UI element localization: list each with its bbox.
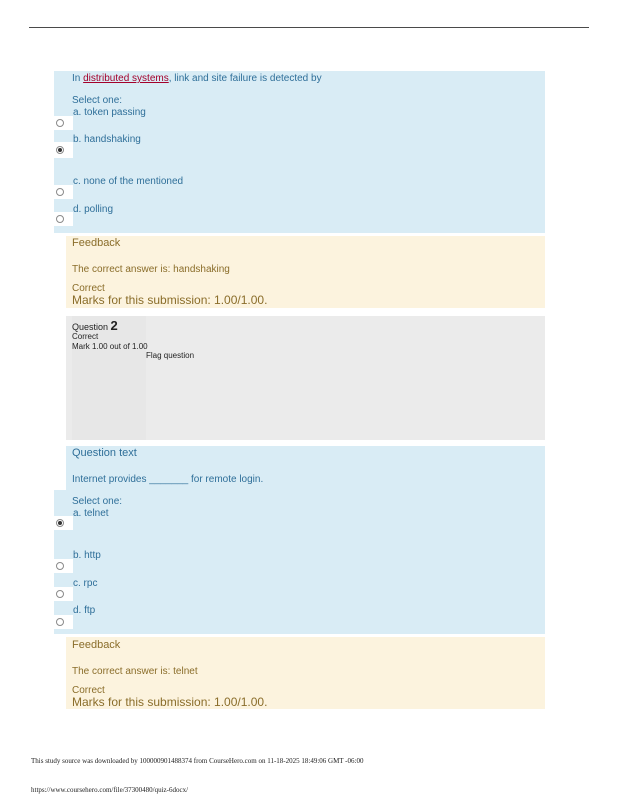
feedback-title: Feedback — [72, 639, 121, 651]
feedback-title: Feedback — [72, 237, 121, 249]
q2-option-d-label[interactable]: d. ftp — [73, 605, 96, 616]
q1-option-d-radio[interactable] — [56, 215, 64, 223]
download-note: This study source was downloaded by 100000901488374 from CourseHero.com on 11-18-2025 18:49:06 GMT -06:00 — [31, 757, 364, 765]
q1-option-a-radio[interactable] — [56, 119, 64, 127]
select-one-label: Select one: — [72, 95, 123, 106]
q1-option-b-label[interactable]: b. handshaking — [73, 134, 141, 145]
q2-option-c-label[interactable]: c. rpc — [73, 578, 98, 589]
q2-option-a-label[interactable]: a. telnet — [73, 508, 109, 519]
q1-option-c-label[interactable]: c. none of the mentioned — [73, 176, 184, 187]
correct-answer-text: The correct answer is: handshaking — [72, 264, 230, 275]
question-text-title: Question text — [72, 447, 137, 459]
q2-option-a-radio[interactable] — [56, 519, 64, 527]
q2-option-b-label[interactable]: b. http — [73, 550, 101, 561]
status-text: Correct — [72, 685, 105, 696]
q1-option-b-radio[interactable] — [56, 146, 64, 154]
q2-option-d-radio[interactable] — [56, 618, 64, 626]
top-divider — [29, 27, 589, 28]
question-2-prompt: Internet provides _______ for remote login. — [72, 474, 264, 485]
q2-option-b-radio[interactable] — [56, 562, 64, 570]
distributed-systems-link[interactable]: distributed systems — [83, 73, 169, 84]
question-state: Correct — [72, 332, 99, 341]
select-one-label: Select one: — [72, 496, 123, 507]
question-number: Question 2 — [72, 318, 118, 333]
flag-question-link[interactable]: Flag question — [146, 351, 195, 360]
question-1-panel — [54, 71, 545, 233]
q1-option-d-label[interactable]: d. polling — [73, 204, 114, 215]
marks-text: Marks for this submission: 1.00/1.00. — [72, 695, 268, 709]
q2-option-c-radio[interactable] — [56, 590, 64, 598]
question-1-prompt: In distributed systems, link and site failure is detected by — [72, 73, 322, 84]
correct-answer-text: The correct answer is: telnet — [72, 666, 198, 677]
q1-option-c-radio[interactable] — [56, 188, 64, 196]
status-text: Correct — [72, 283, 105, 294]
q1-option-a-label[interactable]: a. token passing — [73, 107, 146, 118]
marks-text: Marks for this submission: 1.00/1.00. — [72, 293, 268, 307]
source-url[interactable]: https://www.coursehero.com/file/37300480/quiz-6docx/ — [31, 786, 189, 794]
question-grade: Mark 1.00 out of 1.00 — [72, 342, 148, 351]
